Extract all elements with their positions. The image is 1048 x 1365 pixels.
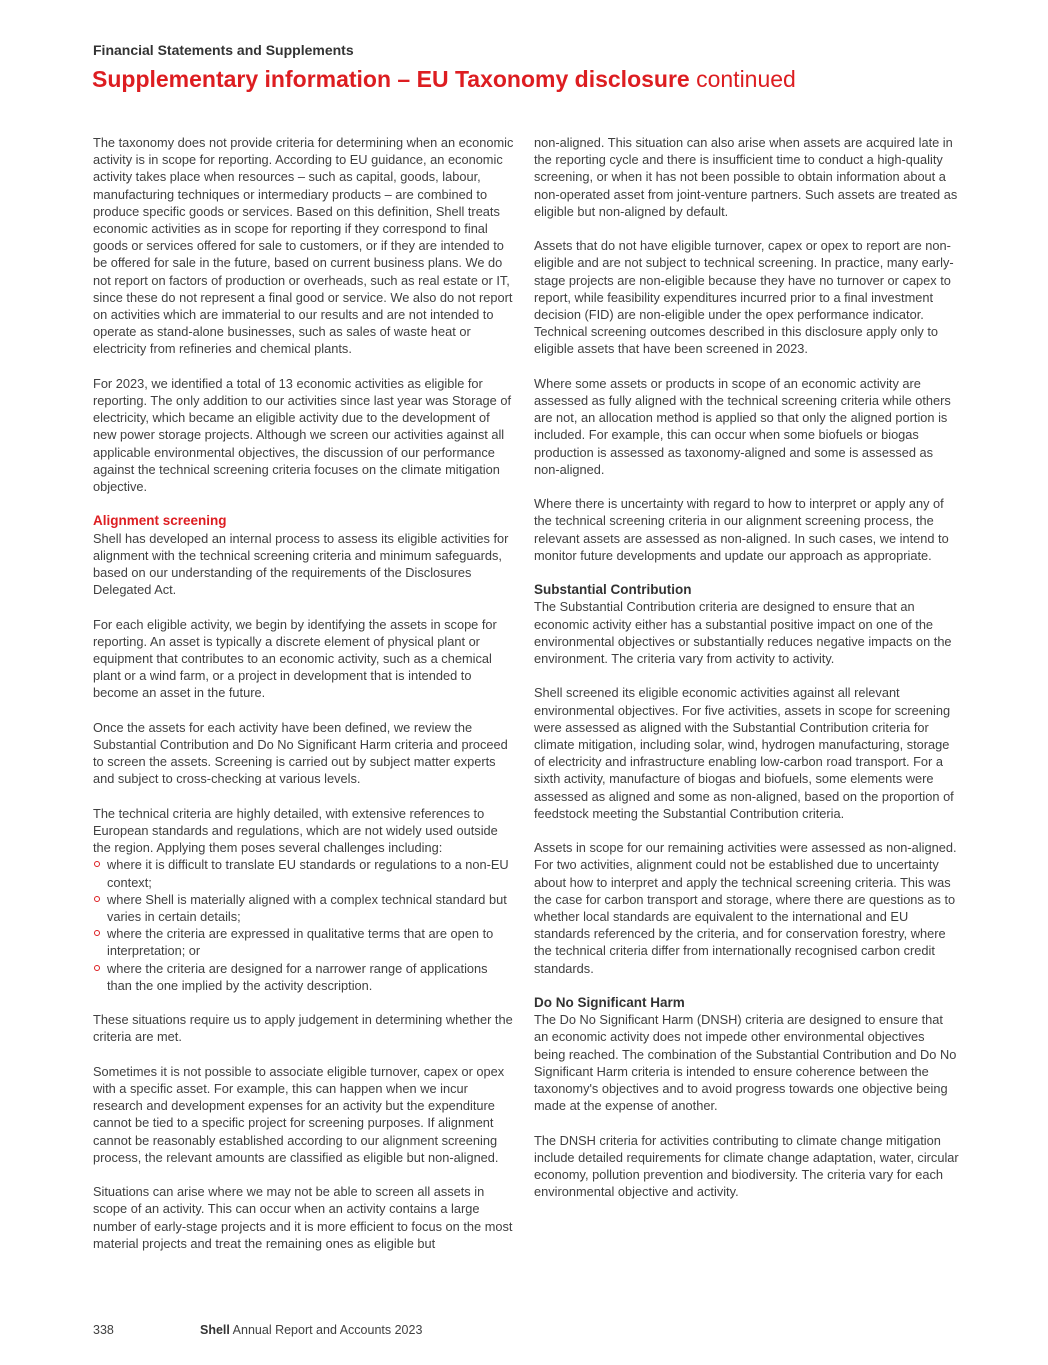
paragraph: Shell has developed an internal process to assess its eligible activities for alignment with the technical screening criteria and minimum safeguards, based on our understanding of the requirements of the Disclosures Delegated Act. [93,530,509,598]
paragraph: Once the assets for each activity have been defined, we review the Substantial Contribution and Do No Significant Harm criteria and proceed to screen the assets. Screening is carried out by subject matter experts and subject to cross-checking at various levels. [93,719,508,787]
paragraph: These situations require us to apply judgement in determining whether the criteria are met. [93,1012,513,1045]
paragraph: Shell screened its eligible economic activities against all relevant environmental objectives. For five activities, assets in scope for screening were assessed as aligned with the Substantial Contribution criteria for climate mitigation, including solar, wind, hydrogen manufacturing, storage of electricity and infrastructure enabling low-carbon road transport. For a sixth activity, manufacture of biogas and biofuels, some elements were assessed as aligned and some as non-aligned, based on the proportion of feedstock meeting the Substantial Contribution criteria. [534,685,954,821]
paragraph: Where some assets or products in scope of an economic activity are assessed as fully aligned with the technical screening criteria while others are not, an allocation method is applied so that only the aligned portion is included. For example, this can occur when some biofuels or biogas production is assessed as taxonomy-aligned and some is assessed as non-aligned. [534,375,951,477]
paragraph: Situations can arise where we may not be able to screen all assets in scope of an activity. This can occur when an activity contains a large number of early-stage projects and it is more efficient to focus on the most material projects and treat the remaining ones as eligible but [93,1184,513,1251]
page-title [92,64,796,94]
paragraph: Assets in scope for our remaining activities were assessed as non-aligned. For two activities, alignment could not be established due to uncertainty about how to interpret and apply the technical screening criteria. This was the case for carbon transport and storage, where there are questions as to whether local standards are equivalent to the international and EU standards referenced by the criteria, and for conservation forestry, where the technical criteria differ from internationally recognised carbon credit standards. [534,840,957,976]
heading-do-no-significant-harm: Do No Significant Harm [534,995,685,1011]
paragraph: For 2023, we identified a total of 13 economic activities as eligible for reporting. The only addition to our activities since last year was Storage of electricity, which became an eligible activity due to the development of new power storage projects. Although we screen our activities against all applicable environmental objectives, the discussion of our performance against the technical screening criteria focuses on the climate mitigation objective. [93,375,512,495]
right-column [534,134,959,1218]
paragraph: Assets that do not have eligible turnover, capex or opex to report are non-eligible and are not subject to technical screening. In practice, many early-stage projects are non-eligible because they have no turnover or capex to report, while feasibility expenditures incurred prior to a final investment decision (FID) are non-eligible under the opex performance indicator. Technical screening outcomes described in this disclosure apply only to eligible assets that have been screened in 2023. [534,238,954,357]
paragraph: Where there is uncertainty with regard to how to interpret or apply any of the technical screening criteria in our alignment screening process, the relevant assets are assessed as non-aligned. In such cases, we intend to monitor future developments and update our approach as appropriate. [534,496,949,563]
page-number: 338 [93,1323,114,1337]
list-item: where it is difficult to translate EU standards or regulations to a non-EU context; [93,856,516,890]
paragraph: For each eligible activity, we begin by identifying the assets in scope for reporting. An asset is typically a discrete element of physical plant or equipment that contributes to an economic activity, such as a chemical plant or a wind farm, or a project in development that is intended to become an asset in the future. [93,616,497,701]
paragraph: non-aligned. This situation can also arise when assets are acquired late in the reporting cycle and there is insufficient time to conduct a high-quality screening, or when it has not been possible to obtain information about a non-operated asset from joint-venture partners. Such assets are treated as eligible but non-aligned by default. [534,135,958,219]
list-item: where the criteria are expressed in qualitative terms that are open to interpretation; or [93,925,516,959]
page-title-main: Supplementary information – EU Taxonomy disclosure [92,66,690,92]
section-label: Financial Statements and Supplements [93,42,354,58]
heading-alignment-screening: Alignment screening [93,513,227,529]
paragraph: Sometimes it is not possible to associate eligible turnover, capex or opex with a specific asset. For example, this can happen when we incur research and development expenses for an activity but the expenditure cannot be tied to a specific project for screening purposes. If alignment cannot be reasonably established according to our alignment screening process, the relevant amounts are classified as eligible but non-aligned. [93,1063,505,1165]
page-footer [93,1323,422,1337]
list-item: where the criteria are designed for a narrower range of applications than the one implied by the activity description. [93,960,516,994]
paragraph: The Substantial Contribution criteria are designed to ensure that an economic activity either has a substantial positive impact on one of the environmental objectives or substantially reduces negative impacts on the environment. The criteria vary from activity to activity. [534,599,952,667]
heading-substantial-contribution: Substantial Contribution [534,582,692,598]
challenges-list [93,856,516,994]
paragraph: The DNSH criteria for activities contributing to climate change mitigation include detailed requirements for climate change adaptation, water, circular economy, pollution prevention and biodiversity. The criteria vary for each environmental objective and activity. [534,1132,959,1200]
list-item: where Shell is materially aligned with a complex technical standard but varies in certain details; [93,891,516,925]
page-title-continued: continued [696,66,796,92]
footer-brand: Shell [200,1323,230,1337]
footer-publication: Annual Report and Accounts 2023 [232,1323,423,1337]
paragraph: The taxonomy does not provide criteria for determining when an economic activity is in scope for reporting. According to EU guidance, an economic activity takes place when resources – such as capital, goods, labour, manufacturing techniques or intermediary products – are combined to produce specific goods or services. Based on this definition, Shell treats economic activities as in scope for reporting if they correspond to final goods or services offered for sale to customers, or if they are intended to be offered for sale in the future, based on current business plans. We do not report on factors of production or overheads, such as real estate or IT, since these do not represent a final good or service. We also do not report on activities which are immaterial to our results and are not intended to operate as stand-alone businesses, such as sales of waste heat or electricity from refineries and chemical plants. [93,135,514,357]
paragraph: The technical criteria are highly detailed, with extensive references to European standards and regulations, which are not widely used outside the region. Applying them poses several challenges including: [93,805,498,856]
paragraph: The Do No Significant Harm (DNSH) criteria are designed to ensure that an economic activity does not impede other environmental objectives being reached. The combination of the Substantial Contribution and Do No Significant Harm criteria is intended to ensure coherence between the taxonomy's objectives and to avoid progress towards one objective being made at the expense of another. [534,1012,957,1114]
left-column [93,134,516,1269]
